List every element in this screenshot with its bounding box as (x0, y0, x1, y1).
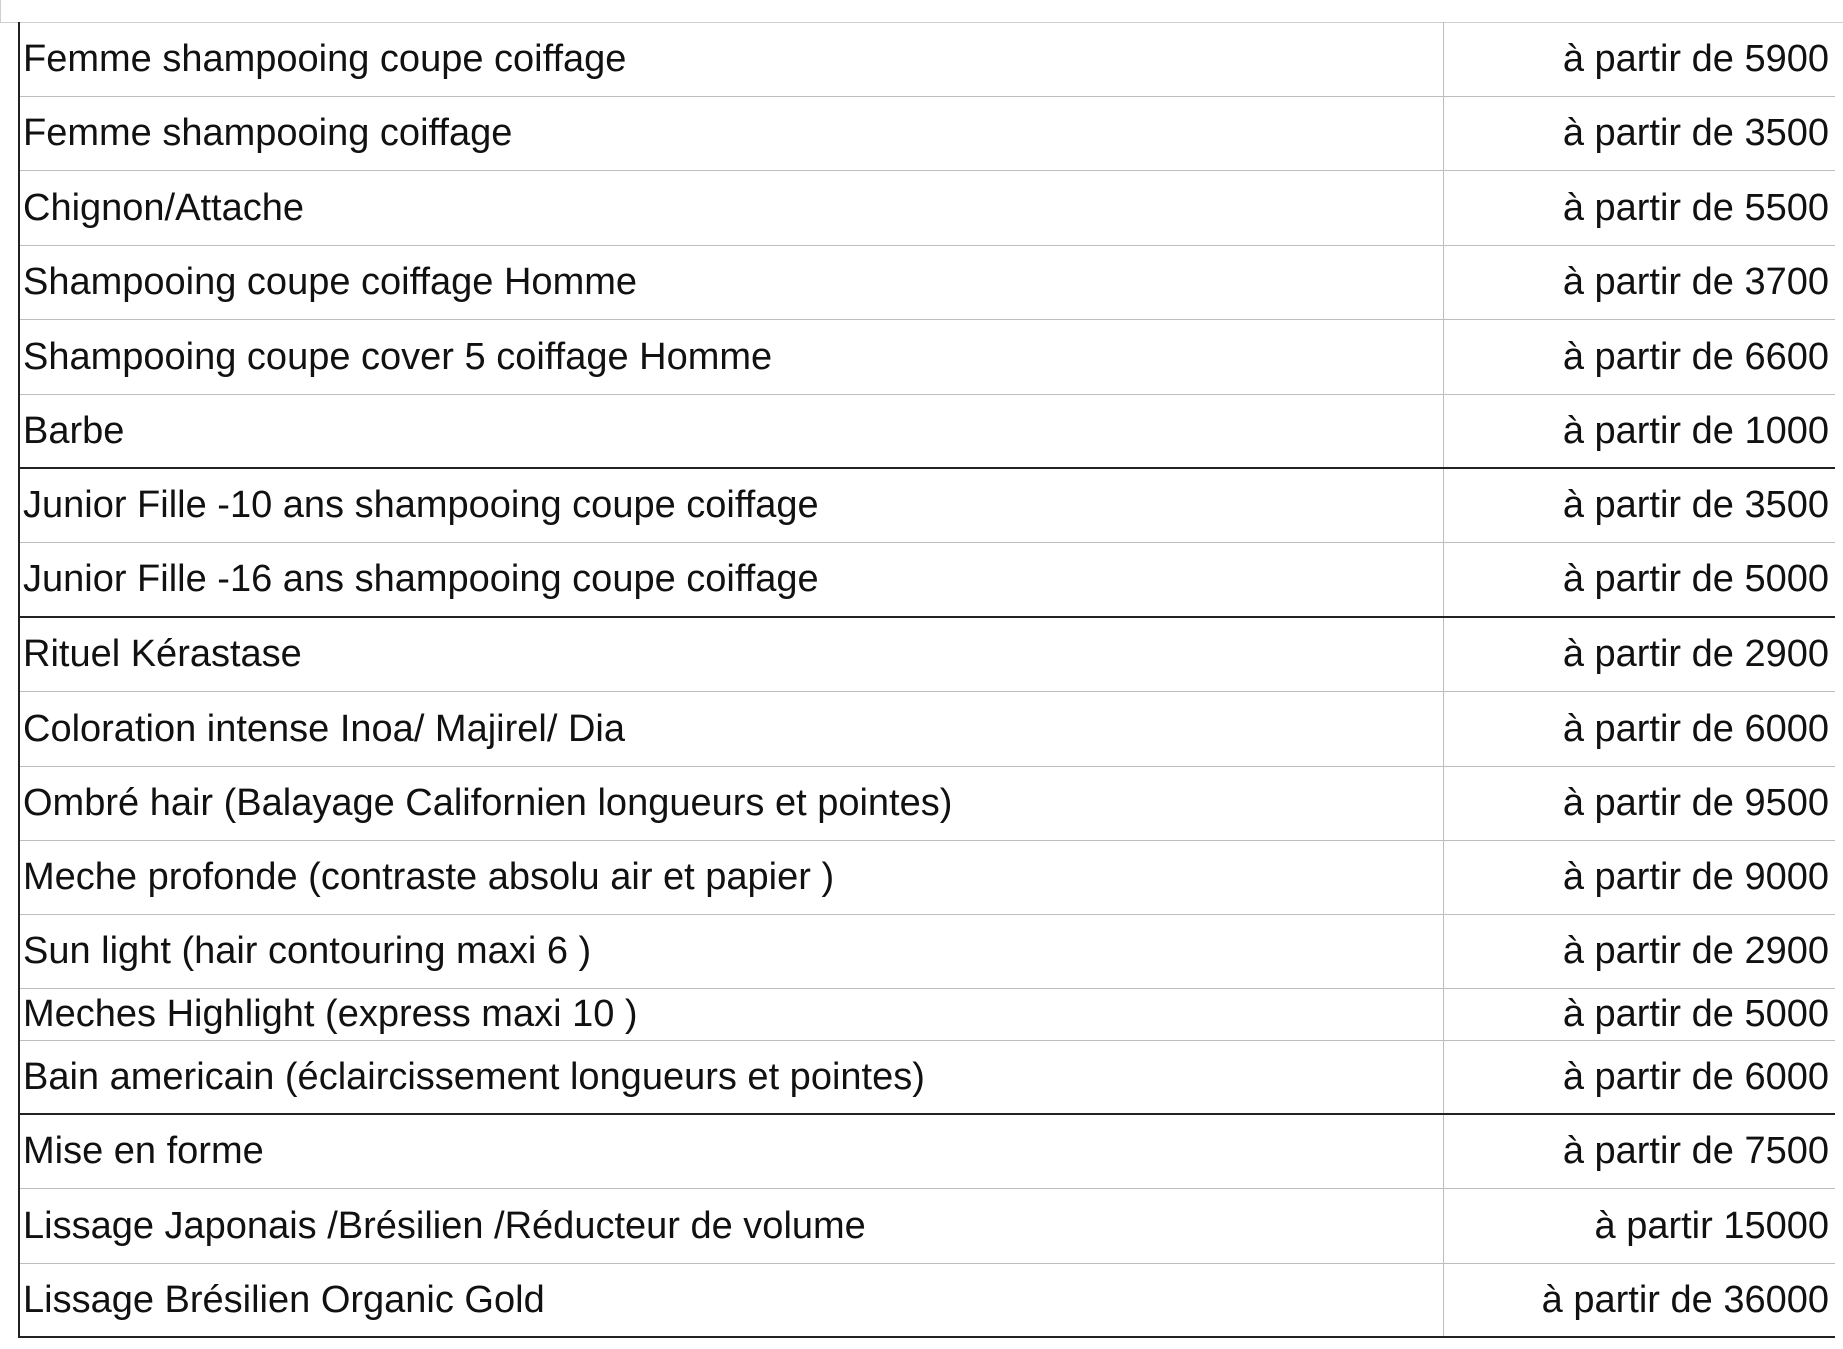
table-row (19, 96, 1835, 170)
service-cell: Meche profonde (contraste absolu air et papier ) (19, 840, 1443, 914)
service-cell: Ombré hair (Balayage Californien longueurs et pointes) (19, 766, 1443, 840)
price-cell: à partir de 5000 (1443, 988, 1835, 1040)
table-row (19, 617, 1835, 691)
service-cell: Mise en forme (19, 1114, 1443, 1188)
price-cell: à partir de 3700 (1443, 245, 1835, 319)
price-cell: à partir de 5000 (1443, 542, 1835, 617)
price-cell: à partir 15000 (1443, 1188, 1835, 1263)
sheet-top-strip (0, 0, 1843, 23)
service-cell: Sun light (hair contouring maxi 6 ) (19, 914, 1443, 988)
price-cell: à partir de 3500 (1443, 468, 1835, 542)
table-row (19, 542, 1835, 617)
price-cell: à partir de 6000 (1443, 691, 1835, 766)
price-cell: à partir de 2900 (1443, 914, 1835, 988)
table-row (19, 1040, 1835, 1114)
table-row (19, 914, 1835, 988)
price-cell: à partir de 36000 (1541, 1278, 1829, 1321)
price-table (18, 22, 1835, 1338)
service-cell: Lissage Brésilien Organic Gold (19, 1263, 1443, 1337)
price-cell: à partir de 1000 (1443, 394, 1835, 468)
service-cell: Rituel Kérastase (19, 617, 1443, 691)
service-cell: Bain americain (éclaircissement longueurs et pointes) (19, 1040, 1443, 1114)
price-cell: à partir de 2900 (1443, 617, 1835, 691)
service-cell: Junior Fille -10 ans shampooing coupe coiffage (19, 468, 1443, 542)
table-row (19, 468, 1835, 542)
table-row (19, 691, 1835, 766)
table-row (19, 988, 1835, 1040)
table-row (19, 1263, 1835, 1337)
price-cell: à partir de 7500 (1443, 1114, 1835, 1188)
table-row (19, 766, 1835, 840)
service-cell: Femme shampooing coupe coiffage (19, 22, 1443, 96)
sheet-corner-tick (0, 0, 1, 22)
service-cell: Barbe (19, 394, 1443, 468)
service-cell: Coloration intense Inoa/ Majirel/ Dia (19, 691, 1443, 766)
service-cell: Shampooing coupe coiffage Homme (19, 245, 1443, 319)
price-cell: à partir de 9500 (1443, 766, 1835, 840)
table-row (19, 1114, 1835, 1188)
price-cell: à partir de 6600 (1443, 319, 1835, 394)
table-row (19, 394, 1835, 468)
service-cell: Femme shampooing coiffage (19, 96, 1443, 170)
price-cell: à partir de 5500 (1443, 170, 1835, 245)
service-cell: Chignon/Attache (19, 170, 1443, 245)
service-cell: Junior Fille -16 ans shampooing coupe coiffage (19, 542, 1443, 617)
price-cell: à partir de 9000 (1443, 840, 1835, 914)
service-cell: Shampooing coupe cover 5 coiffage Homme (19, 319, 1443, 394)
service-cell: Meches Highlight (express maxi 10 ) (19, 988, 1443, 1040)
table-row (19, 22, 1835, 96)
service-cell: Lissage Japonais /Brésilien /Réducteur de volume (19, 1188, 1443, 1263)
table-row (19, 170, 1835, 245)
table-row (19, 245, 1835, 319)
table-row (19, 840, 1835, 914)
price-cell: à partir de 5900 (1443, 22, 1835, 96)
price-cell: à partir de 3500 (1443, 96, 1835, 170)
table-row (19, 319, 1835, 394)
price-cell: à partir de 6000 (1443, 1040, 1835, 1114)
table-row (19, 1188, 1835, 1263)
